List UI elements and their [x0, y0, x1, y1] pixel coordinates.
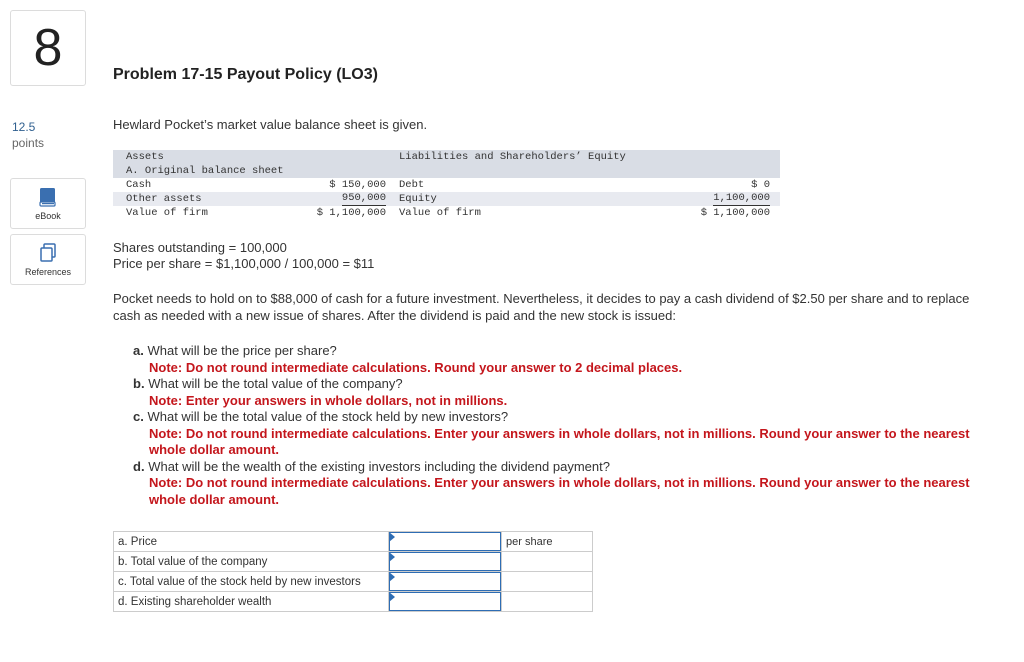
company-value-input-cell[interactable] [389, 552, 502, 572]
references-button[interactable] [10, 234, 86, 285]
unit-label [502, 552, 593, 572]
asset-label: Value of firm [126, 207, 208, 219]
answer-label: b. Total value of the company [114, 552, 389, 572]
question-list [133, 343, 993, 508]
unit-label [502, 572, 593, 592]
company-value-input[interactable] [389, 552, 501, 571]
new-investors-input[interactable] [389, 572, 501, 591]
question-letter: c. [133, 409, 144, 424]
points-value: 12.5 [12, 120, 36, 134]
answer-table [113, 531, 593, 612]
table-row [114, 592, 593, 612]
price-per-share: Price per share = $1,100,000 / 100,000 = $11 [113, 256, 375, 271]
shareholder-wealth-input[interactable] [389, 592, 501, 611]
question-c [133, 409, 993, 426]
input-marker-icon [389, 552, 395, 562]
liability-value: 1,100,000 [713, 192, 770, 204]
shares-outstanding: Shares outstanding = 100,000 [113, 240, 287, 255]
shareholder-wealth-input-cell[interactable] [389, 592, 502, 612]
question-d [133, 459, 993, 476]
balance-sheet-header [113, 150, 780, 164]
price-input-cell[interactable] [389, 532, 502, 552]
new-investors-input-cell[interactable] [389, 572, 502, 592]
question-text: What will be the wealth of the existing investors including the dividend payment? [148, 458, 610, 474]
table-row [113, 178, 780, 192]
unit-label [502, 592, 593, 612]
table-row [114, 532, 593, 552]
book-icon [39, 187, 57, 207]
table-row [114, 572, 593, 592]
price-input[interactable] [389, 532, 501, 551]
question-text: What will be the total value of the company? [148, 376, 403, 391]
question-text: What will be the total value of the stock held by new investors? [147, 409, 509, 424]
liabilities-header: Liabilities and Shareholders’ Equity [399, 151, 626, 163]
problem-intro: Hewlard Pocket’s market value balance sheet is given. [113, 117, 428, 132]
liability-value: $ 1,100,000 [700, 207, 770, 219]
question-number: 8 [10, 10, 86, 86]
question-b [133, 376, 993, 393]
balance-sheet-section [113, 164, 780, 178]
asset-value: 950,000 [341, 192, 386, 204]
question-text: What will be the price per share? [147, 343, 337, 358]
asset-label: Other assets [126, 193, 202, 205]
asset-value: $ 150,000 [329, 179, 386, 191]
table-row [113, 192, 780, 206]
assets-header: Assets [126, 151, 164, 163]
references-label: References [24, 266, 72, 277]
input-marker-icon [389, 572, 395, 582]
liability-label: Value of firm [399, 207, 481, 219]
asset-value: $ 1,100,000 [316, 207, 386, 219]
answer-label: a. Price [114, 532, 389, 552]
input-marker-icon [389, 532, 395, 542]
table-row [113, 206, 780, 220]
points-label: points [12, 136, 45, 150]
liability-value: $ 0 [751, 179, 770, 191]
question-a [133, 343, 993, 360]
question-note: Note: Do not round intermediate calculations. Enter your answers in whole dollars, not in millions. Round your answer to the nearest whole dollar amount. [149, 425, 970, 457]
question-note: Note: Enter your answers in whole dollars, not in millions. [149, 392, 508, 408]
answer-label: c. Total value of the stock held by new investors [114, 572, 389, 592]
problem-paragraph: Pocket needs to hold on to $88,000 of cash for a future investment. Nevertheless, it decides to pay a cash dividend of $2.50 per share and to replace cash as needed with a new issue of shares. After the dividend is paid and the new stock is issued: [113, 291, 970, 323]
question-note: Note: Do not round intermediate calculations. Enter your answers in whole dollars, not in millions. Round your answer to the nearest whole dollar amount. [149, 475, 970, 507]
problem-title: Problem 17-15 Payout Policy (LO3) [113, 66, 378, 83]
shares-info [113, 240, 374, 272]
section-label: A. Original balance sheet [126, 165, 284, 177]
references-icon [39, 243, 57, 263]
unit-label: per share [502, 532, 593, 552]
question-letter: a. [133, 343, 144, 358]
question-note: Note: Do not round intermediate calculations. Round your answer to 2 decimal places. [149, 359, 683, 375]
question-letter: d. [133, 458, 145, 474]
ebook-label: eBook [35, 210, 61, 221]
balance-sheet [113, 150, 780, 220]
liability-label: Debt [399, 179, 425, 191]
liability-label: Equity [399, 193, 437, 205]
answer-label: d. Existing shareholder wealth [114, 592, 389, 612]
ebook-button[interactable] [10, 178, 86, 229]
asset-label: Cash [126, 179, 152, 191]
input-marker-icon [389, 592, 395, 602]
question-letter: b. [133, 376, 145, 391]
table-row [114, 552, 593, 572]
